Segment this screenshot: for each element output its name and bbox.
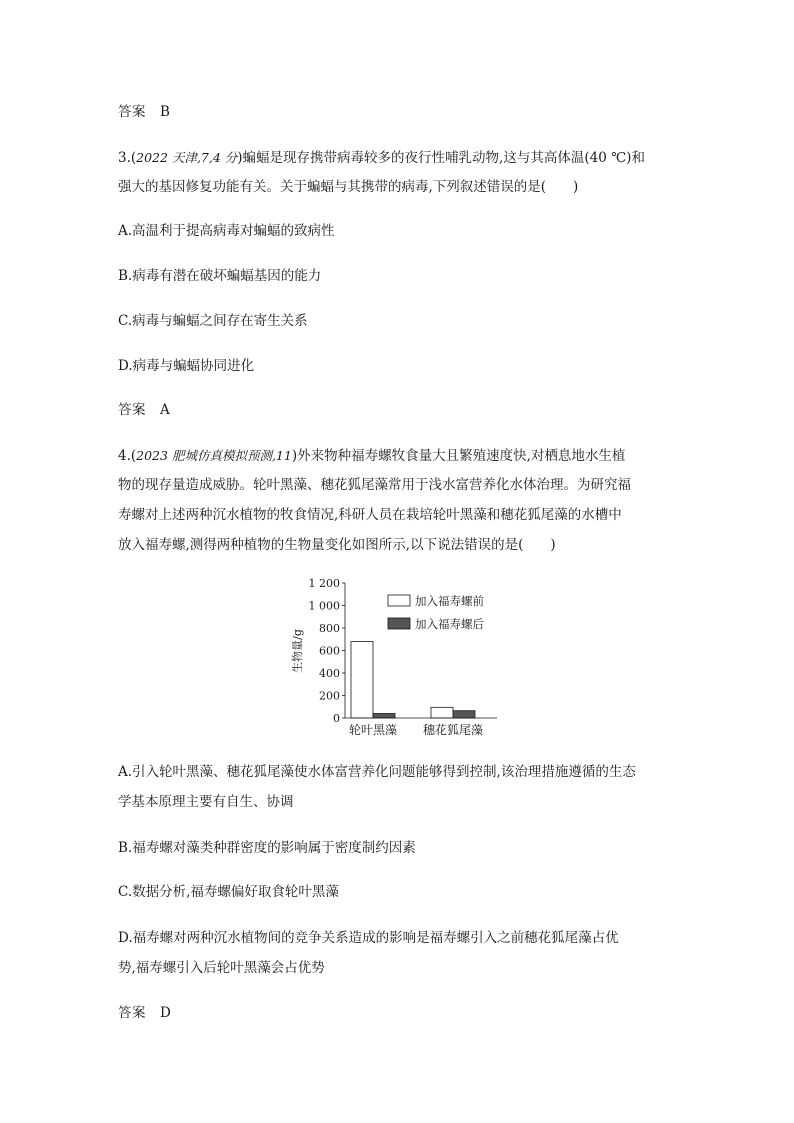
q3-stem-line1 [118, 149, 645, 167]
x-tick-label: 轮叶黑藻 [348, 723, 398, 737]
answer-letter: A [160, 402, 171, 418]
bar-before-1 [431, 707, 453, 718]
answer-label: 答案 [118, 402, 146, 418]
q4-source: 2023 肥城仿真模拟预测,11 [136, 448, 292, 463]
y-axis-title [290, 629, 304, 673]
biomass-bar-chart [285, 575, 515, 745]
q3-option-b[interactable]: B.病毒有潜在破坏蝙蝠基因的能力 [118, 268, 322, 284]
q4-stem-line1 [118, 447, 625, 465]
q4-option-c[interactable]: C.数据分析,福寿螺偏好取食轮叶黑藻 [118, 884, 339, 900]
answer-label: 答案 [118, 104, 146, 120]
q3-option-a[interactable]: A.高温利于提高病毒对蝙蝠的致病性 [118, 223, 335, 239]
y-tick-label: 600 [319, 644, 340, 658]
legend-label: 加入福寿螺后 [415, 617, 484, 631]
q4-stem-line3: 寿螺对上述两种沉水植物的牧食情况,科研人员在栽培轮叶黑藻和穗花狐尾藻的水槽中 [118, 507, 622, 523]
answer-letter: B [160, 104, 171, 120]
answer-q4 [118, 1004, 171, 1022]
y-tick-label: 0 [333, 712, 340, 725]
q3-stem-text: )蝙蝠是现存携带病毒较多的夜行性哺乳动物,这与其高体温(40 ℃)和 [237, 150, 645, 166]
q4-option-d-line1[interactable]: D.福寿螺对两种沉水植物间的竞争关系造成的影响是福寿螺引入之前穗花狐尾藻占优 [118, 930, 619, 946]
legend-swatch [388, 595, 410, 606]
bars [351, 642, 475, 719]
q3-option-d[interactable]: D.病毒与蝙蝠协同进化 [118, 358, 255, 374]
y-tick-label: 1 200 [308, 577, 340, 590]
q3-source: 2022 天津,7,4 分 [136, 150, 238, 165]
bar-before-0 [351, 642, 373, 719]
q4-option-d-line2[interactable]: 势,福寿螺引入后轮叶黑藻会占优势 [118, 960, 325, 976]
q4-stem-text: )外来物种福寿螺牧食量大且繁殖速度快,对栖息地水生植 [291, 448, 626, 464]
chart-legend [388, 594, 484, 631]
q4-stem-line4: 放入福寿螺,测得两种植物的生物量变化如图所示,以下说法错误的是( ) [118, 537, 556, 553]
answer-q3 [118, 401, 170, 419]
x-axis-labels [349, 722, 483, 737]
q4-option-b[interactable]: B.福寿螺对藻类种群密度的影响属于密度制约因素 [118, 840, 416, 856]
y-tick-label: 200 [319, 689, 340, 703]
y-tick-label: 1 000 [308, 599, 340, 613]
answer-letter: D [160, 1005, 172, 1021]
bar-after-0 [373, 714, 395, 719]
answer-label: 答案 [118, 1005, 146, 1021]
q3-number: 3.( [118, 150, 137, 166]
legend-label: 加入福寿螺前 [415, 594, 484, 608]
q3-option-c[interactable]: C.病毒与蝙蝠之间存在寄生关系 [118, 313, 308, 329]
q4-number: 4.( [118, 448, 137, 464]
q4-option-a-line2[interactable]: 学基本原理主要有自生、协调 [118, 794, 294, 810]
y-axis-ticks [309, 577, 346, 725]
q3-stem-line2: 强大的基因修复功能有关。关于蝙蝠与其携带的病毒,下列叙述错误的是( ) [118, 179, 579, 195]
bar-after-1 [453, 711, 475, 718]
y-axis-label: 生物量/g [291, 629, 304, 673]
q4-stem-line2: 物的现存量造成威胁。轮叶黑藻、穗花狐尾藻常用于浅水富营养化水体治理。为研究福 [118, 477, 631, 493]
q4-option-a-line1[interactable]: A.引入轮叶黑藻、穗花狐尾藻使水体富营养化问题能够得到控制,该治理措施遵循的生态 [118, 764, 636, 780]
answer-q2 [118, 103, 170, 121]
y-tick-label: 800 [319, 622, 340, 635]
x-tick-label: 穗花狐尾藻 [422, 723, 484, 737]
legend-swatch [388, 618, 410, 629]
y-tick-label: 400 [319, 667, 340, 680]
